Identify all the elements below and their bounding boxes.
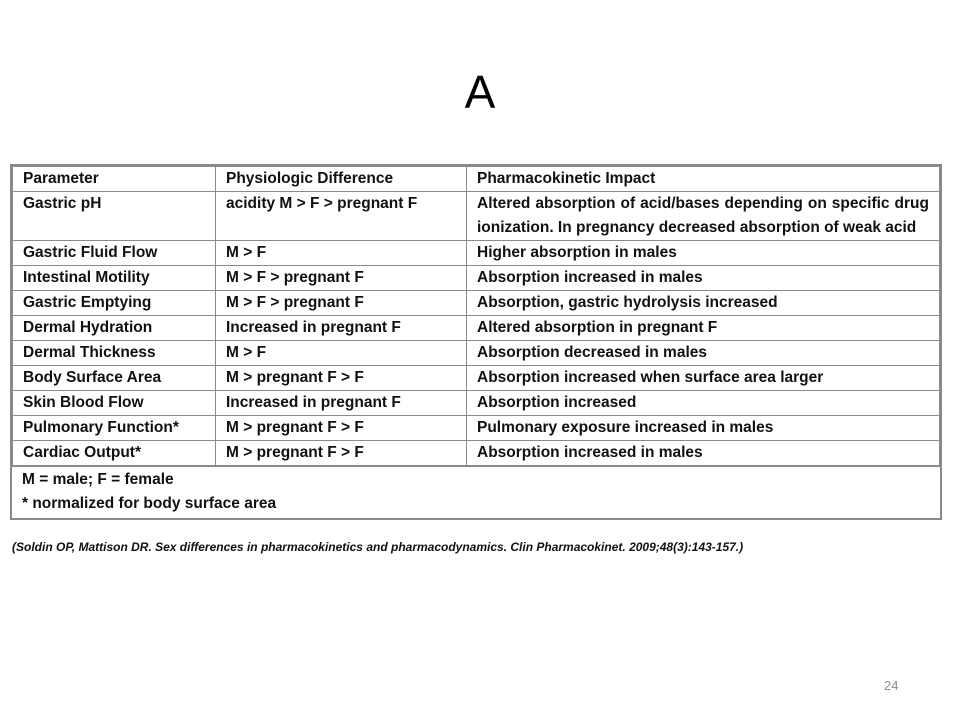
impact-cell: Absorption increased in males [467,441,940,466]
column-header-parameter: Parameter [13,167,216,192]
slide-title: A [464,66,496,118]
difference-cell: M > pregnant F > F [216,441,467,466]
impact-cell: Altered absorption in pregnant F [467,316,940,341]
parameter-cell: Dermal Hydration [13,316,216,341]
table-row [13,316,940,341]
difference-cell: Increased in pregnant F [216,316,467,341]
impact-cell: Absorption decreased in males [467,341,940,366]
table-row [13,241,940,266]
parameter-cell: Skin Blood Flow [13,391,216,416]
difference-cell: Increased in pregnant F [216,391,467,416]
difference-cell: M > F > pregnant F [216,266,467,291]
impact-cell: Higher absorption in males [467,241,940,266]
column-header-pharmacokinetic-impact: Pharmacokinetic Impact [467,167,940,192]
difference-cell: M > F > pregnant F [216,291,467,316]
parameter-cell: Gastric Emptying [13,291,216,316]
impact-cell: Absorption, gastric hydrolysis increased [467,291,940,316]
table-row [13,416,940,441]
parameters-table-grid [12,166,940,466]
impact-cell: Absorption increased [467,391,940,416]
table-row [13,441,940,466]
table-row [13,266,940,291]
difference-cell: M > pregnant F > F [216,366,467,391]
impact-cell: Altered absorption of acid/bases depending on specific drug ionization. In pregnancy decreased absorption of weak acid [467,192,940,241]
column-header-physiologic-difference: Physiologic Difference [216,167,467,192]
impact-cell: Absorption increased in males [467,266,940,291]
impact-cell: Absorption increased when surface area larger [467,366,940,391]
difference-cell: M > F [216,241,467,266]
parameter-cell: Dermal Thickness [13,341,216,366]
table-row [13,391,940,416]
parameter-cell: Pulmonary Function* [13,416,216,441]
difference-cell: M > pregnant F > F [216,416,467,441]
parameters-table [10,164,942,520]
table-row [13,366,940,391]
normalization-note: * normalized for body surface area [22,495,277,512]
citation: (Soldin OP, Mattison DR. Sex differences in pharmacokinetics and pharmacodynamics. Clin Pharmacokinet. 2009;48(3):143-157.) [12,540,744,554]
impact-cell: Pulmonary exposure increased in males [467,416,940,441]
parameter-cell: Body Surface Area [13,366,216,391]
parameter-cell: Cardiac Output* [13,441,216,466]
table-row [13,341,940,366]
difference-cell: acidity M > F > pregnant F [216,192,467,241]
difference-cell: M > F [216,341,467,366]
table-header-row [13,167,940,192]
abbreviation-note: M = male; F = female [22,471,174,488]
parameter-cell: Gastric pH [13,192,216,241]
table-notes [12,466,940,518]
table-row [13,291,940,316]
parameter-cell: Gastric Fluid Flow [13,241,216,266]
parameter-cell: Intestinal Motility [13,266,216,291]
slide-number: 24 [884,678,899,693]
table-row [13,192,940,241]
